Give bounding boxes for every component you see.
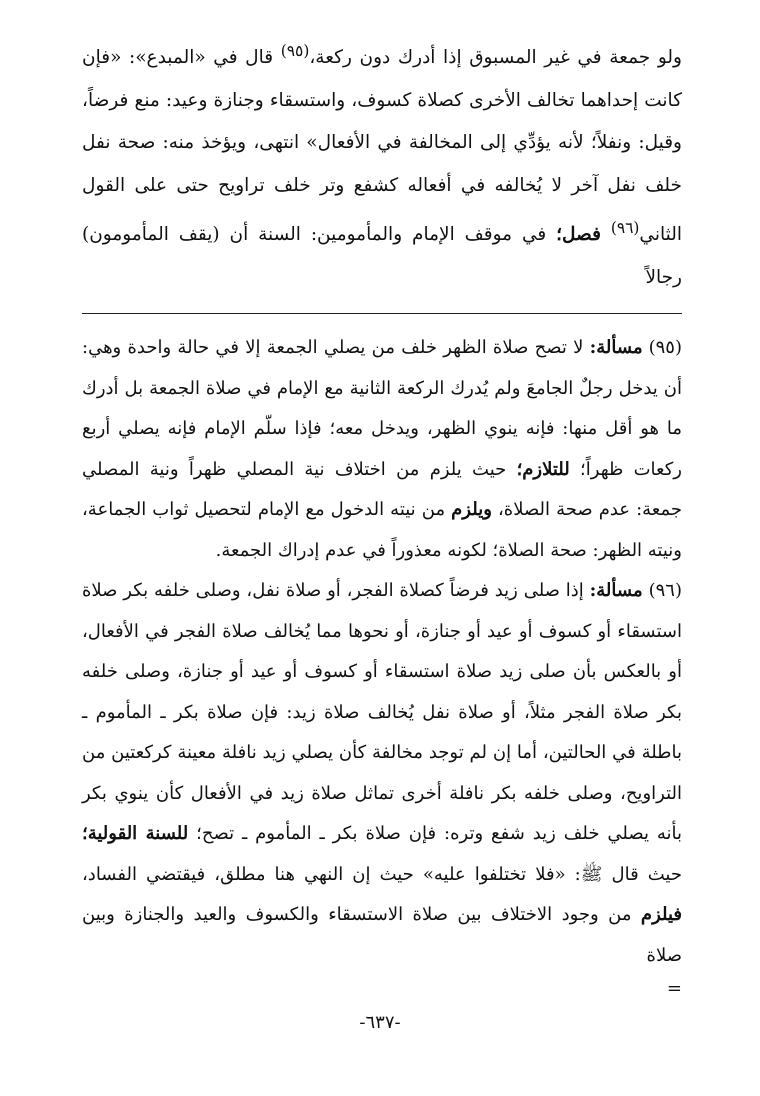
footnote-number: (٩٦) <box>648 580 682 602</box>
footnotes <box>82 328 682 1002</box>
footnote-label: مسألة: <box>589 337 643 359</box>
footnote-divider <box>82 313 682 314</box>
footnote-96 <box>82 571 682 976</box>
footnote-bold-term: فيلزم <box>640 904 682 926</box>
continuation-mark: = <box>666 978 682 1000</box>
footnote-text: من وجود الاختلاف بين صلاة الاستسقاء والكسوف والعيد والجنازة وبين صلاة <box>82 904 682 966</box>
footnote-text: من نيته الدخول مع الإمام لتحصيل ثواب الجماعة، ونيته الظهر: صحة الصلاة؛ لكونه معذوراً في عدم إدراك الجمعة. <box>82 499 682 561</box>
footnote-bold-term: للسنة القولية؛ <box>82 823 189 845</box>
footnote-bold-term: للتلازم؛ <box>516 458 570 480</box>
main-text-part3: في موقف الإمام والمأمومين: السنة أن (يقف المأمومون) رجالاً <box>82 224 682 288</box>
footnote-text: لا تصح صلاة الظهر خلف من يصلي الجمعة إلا في حالة واحدة وهي: أن يدخل رجلٌ الجامعَ ولم يُدرك الركعة الثانية مع الإمام في صلاة الجمعة بل أدرك ما هو أقل منها: فإنه ينوي الظهر، ويدخل معه؛ فإذا سلّم الإمام فإنه يصلي أربع ركعات ظهراً؛ <box>82 337 682 480</box>
section-heading-fasl: فصل؛ <box>556 224 601 246</box>
page-body <box>82 30 682 1002</box>
footnote-text: حيث قال ﷺ: «فلا تختلفوا عليه» حيث إن النهي هنا مطلق، فيقتضي الفساد، <box>82 863 682 885</box>
footnote-ref-96[interactable]: (٩٦) <box>610 219 640 238</box>
footnote-ref-95[interactable]: (٩٥) <box>280 42 310 60</box>
footnote-text: حيث يلزم من اختلاف نية المصلي ظهراً ونية المصلي جمعة: عدم صحة الصلاة، <box>82 458 683 521</box>
main-text <box>82 30 682 299</box>
main-text-part1: ولو جمعة في غير المسبوق إذا أدرك دون ركعة، <box>309 47 682 69</box>
footnote-95 <box>82 328 682 571</box>
footnote-bold-term: ويلزم <box>451 499 492 521</box>
footnote-number: (٩٥) <box>648 337 682 359</box>
page-number: -٦٣٧- <box>359 1012 401 1033</box>
footnote-label: مسألة: <box>589 580 643 602</box>
main-text-part2: قال في «المبدع»: «فإن كانت إحداهما تخالف الأخرى كصلاة كسوف، واستسقاء وجنازة وعيد: منع فرضاً، وقيل: ونفلاً؛ لأنه يؤدِّي إلى المخالفة في الأفعال» انتهى، ويؤخذ منه: صحة نفل خلف نفل آخر لا يُخالفه في أفعاله كشفع وتر خلف تراويح حتى على القول الثاني <box>82 47 682 246</box>
footnote-text: إذا صلى زيد فرضاً كصلاة الفجر، أو صلاة نفل، وصلى خلفه بكر صلاة استسقاء أو كسوف أو عيد أو جنازة، أو نحوها مما يُخالف صلاة الفجر في الأفعال، أو بالعكس بأن صلى زيد صلاة استسقاء أو كسوف أو عيد أو جنازة، وصلى خلفه بكر صلاة الفجر مثلاً، أو صلاة نفل يُخالف صلاة زيد: فإن صلاة بكر ـ المأموم ـ باطلة في الحالتين، أما إن لم توجد مخالفة كأن يصلي زيد نافلة معينة كركعتين من التراويح، وصلى خلفه بكر نافلة أخرى تماثل صلاة زيد في الأفعال كأن ينوي بكر بأنه يصلي خلف زيد شفع وتره: فإن صلاة بكر ـ المأموم ـ تصح؛ <box>82 580 683 845</box>
